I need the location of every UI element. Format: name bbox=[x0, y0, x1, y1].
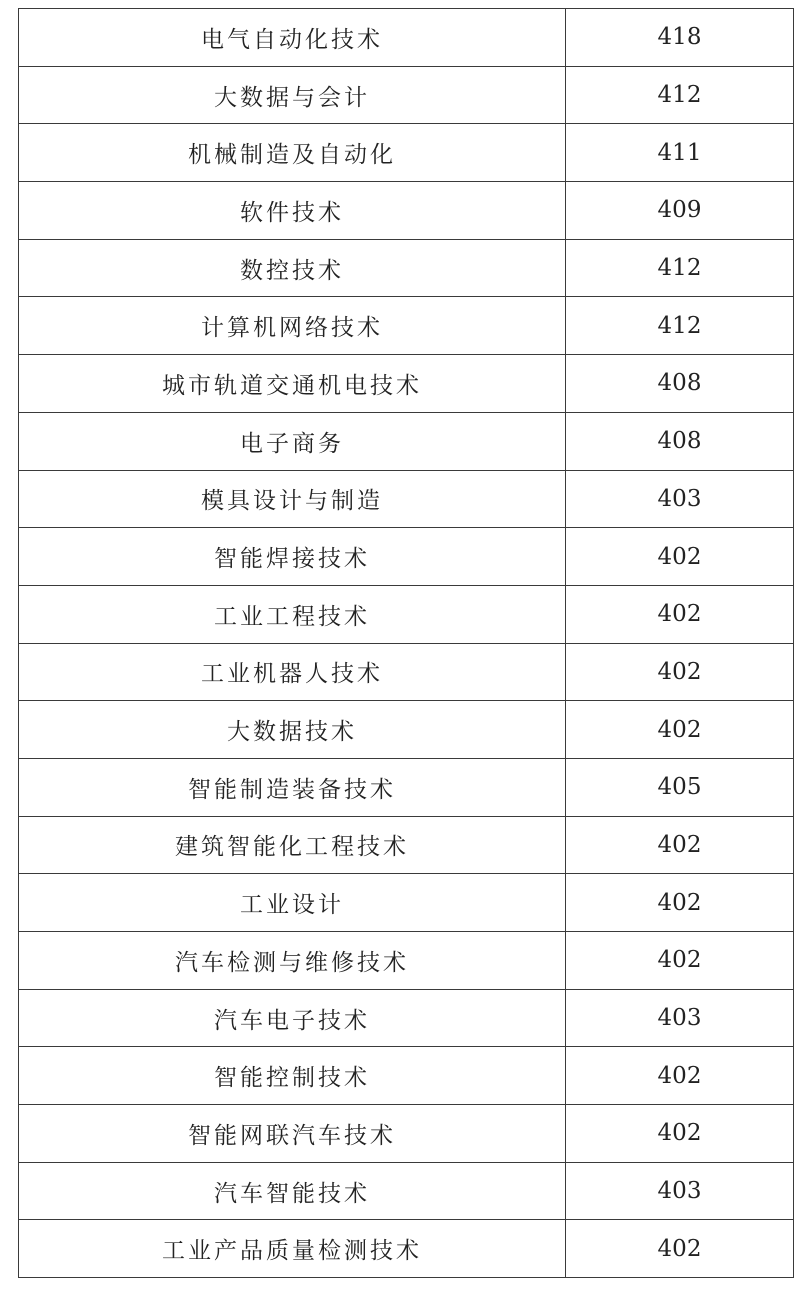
score-cell: 402 bbox=[566, 701, 794, 759]
score-cell: 402 bbox=[566, 585, 794, 643]
score-cell: 408 bbox=[566, 412, 794, 470]
table-row bbox=[19, 239, 794, 297]
score-cell: 402 bbox=[566, 816, 794, 874]
table-row bbox=[19, 297, 794, 355]
table-row bbox=[19, 874, 794, 932]
major-name-cell: 工业工程技术 bbox=[19, 585, 566, 643]
table-row bbox=[19, 643, 794, 701]
table-row bbox=[19, 1105, 794, 1163]
score-cell: 405 bbox=[566, 758, 794, 816]
major-name-cell: 模具设计与制造 bbox=[19, 470, 566, 528]
major-name-cell: 智能网联汽车技术 bbox=[19, 1105, 566, 1163]
score-cell: 408 bbox=[566, 355, 794, 413]
major-name-cell: 软件技术 bbox=[19, 182, 566, 240]
table-row bbox=[19, 701, 794, 759]
score-cell: 402 bbox=[566, 874, 794, 932]
major-name-cell: 汽车智能技术 bbox=[19, 1162, 566, 1220]
major-name-cell: 机械制造及自动化 bbox=[19, 124, 566, 182]
table-row bbox=[19, 470, 794, 528]
major-name-cell: 智能控制技术 bbox=[19, 1047, 566, 1105]
table-row bbox=[19, 182, 794, 240]
score-cell: 412 bbox=[566, 297, 794, 355]
table-row bbox=[19, 528, 794, 586]
major-name-cell: 工业机器人技术 bbox=[19, 643, 566, 701]
score-cell: 418 bbox=[566, 9, 794, 67]
table-row bbox=[19, 124, 794, 182]
table-row bbox=[19, 66, 794, 124]
score-cell: 403 bbox=[566, 470, 794, 528]
score-cell: 402 bbox=[566, 1047, 794, 1105]
table-row bbox=[19, 1162, 794, 1220]
major-name-cell: 工业设计 bbox=[19, 874, 566, 932]
table-body bbox=[19, 9, 794, 1278]
major-score-table bbox=[18, 8, 794, 1278]
table-row bbox=[19, 1047, 794, 1105]
major-name-cell: 工业产品质量检测技术 bbox=[19, 1220, 566, 1278]
table-row bbox=[19, 9, 794, 67]
table-row bbox=[19, 412, 794, 470]
score-cell: 403 bbox=[566, 1162, 794, 1220]
table-row bbox=[19, 758, 794, 816]
score-cell: 402 bbox=[566, 932, 794, 990]
major-name-cell: 汽车检测与维修技术 bbox=[19, 932, 566, 990]
major-name-cell: 大数据与会计 bbox=[19, 66, 566, 124]
major-name-cell: 数控技术 bbox=[19, 239, 566, 297]
table-row bbox=[19, 989, 794, 1047]
score-cell: 402 bbox=[566, 1220, 794, 1278]
score-cell: 402 bbox=[566, 643, 794, 701]
score-cell: 412 bbox=[566, 239, 794, 297]
score-cell: 403 bbox=[566, 989, 794, 1047]
score-cell: 411 bbox=[566, 124, 794, 182]
table-row bbox=[19, 932, 794, 990]
major-name-cell: 电子商务 bbox=[19, 412, 566, 470]
major-name-cell: 电气自动化技术 bbox=[19, 9, 566, 67]
major-name-cell: 汽车电子技术 bbox=[19, 989, 566, 1047]
table-row bbox=[19, 1220, 794, 1278]
table-row bbox=[19, 585, 794, 643]
major-name-cell: 大数据技术 bbox=[19, 701, 566, 759]
table-row bbox=[19, 816, 794, 874]
table-row bbox=[19, 355, 794, 413]
major-name-cell: 智能焊接技术 bbox=[19, 528, 566, 586]
score-cell: 409 bbox=[566, 182, 794, 240]
score-cell: 402 bbox=[566, 1105, 794, 1163]
score-cell: 402 bbox=[566, 528, 794, 586]
major-name-cell: 智能制造装备技术 bbox=[19, 758, 566, 816]
major-name-cell: 城市轨道交通机电技术 bbox=[19, 355, 566, 413]
score-cell: 412 bbox=[566, 66, 794, 124]
major-name-cell: 计算机网络技术 bbox=[19, 297, 566, 355]
major-name-cell: 建筑智能化工程技术 bbox=[19, 816, 566, 874]
